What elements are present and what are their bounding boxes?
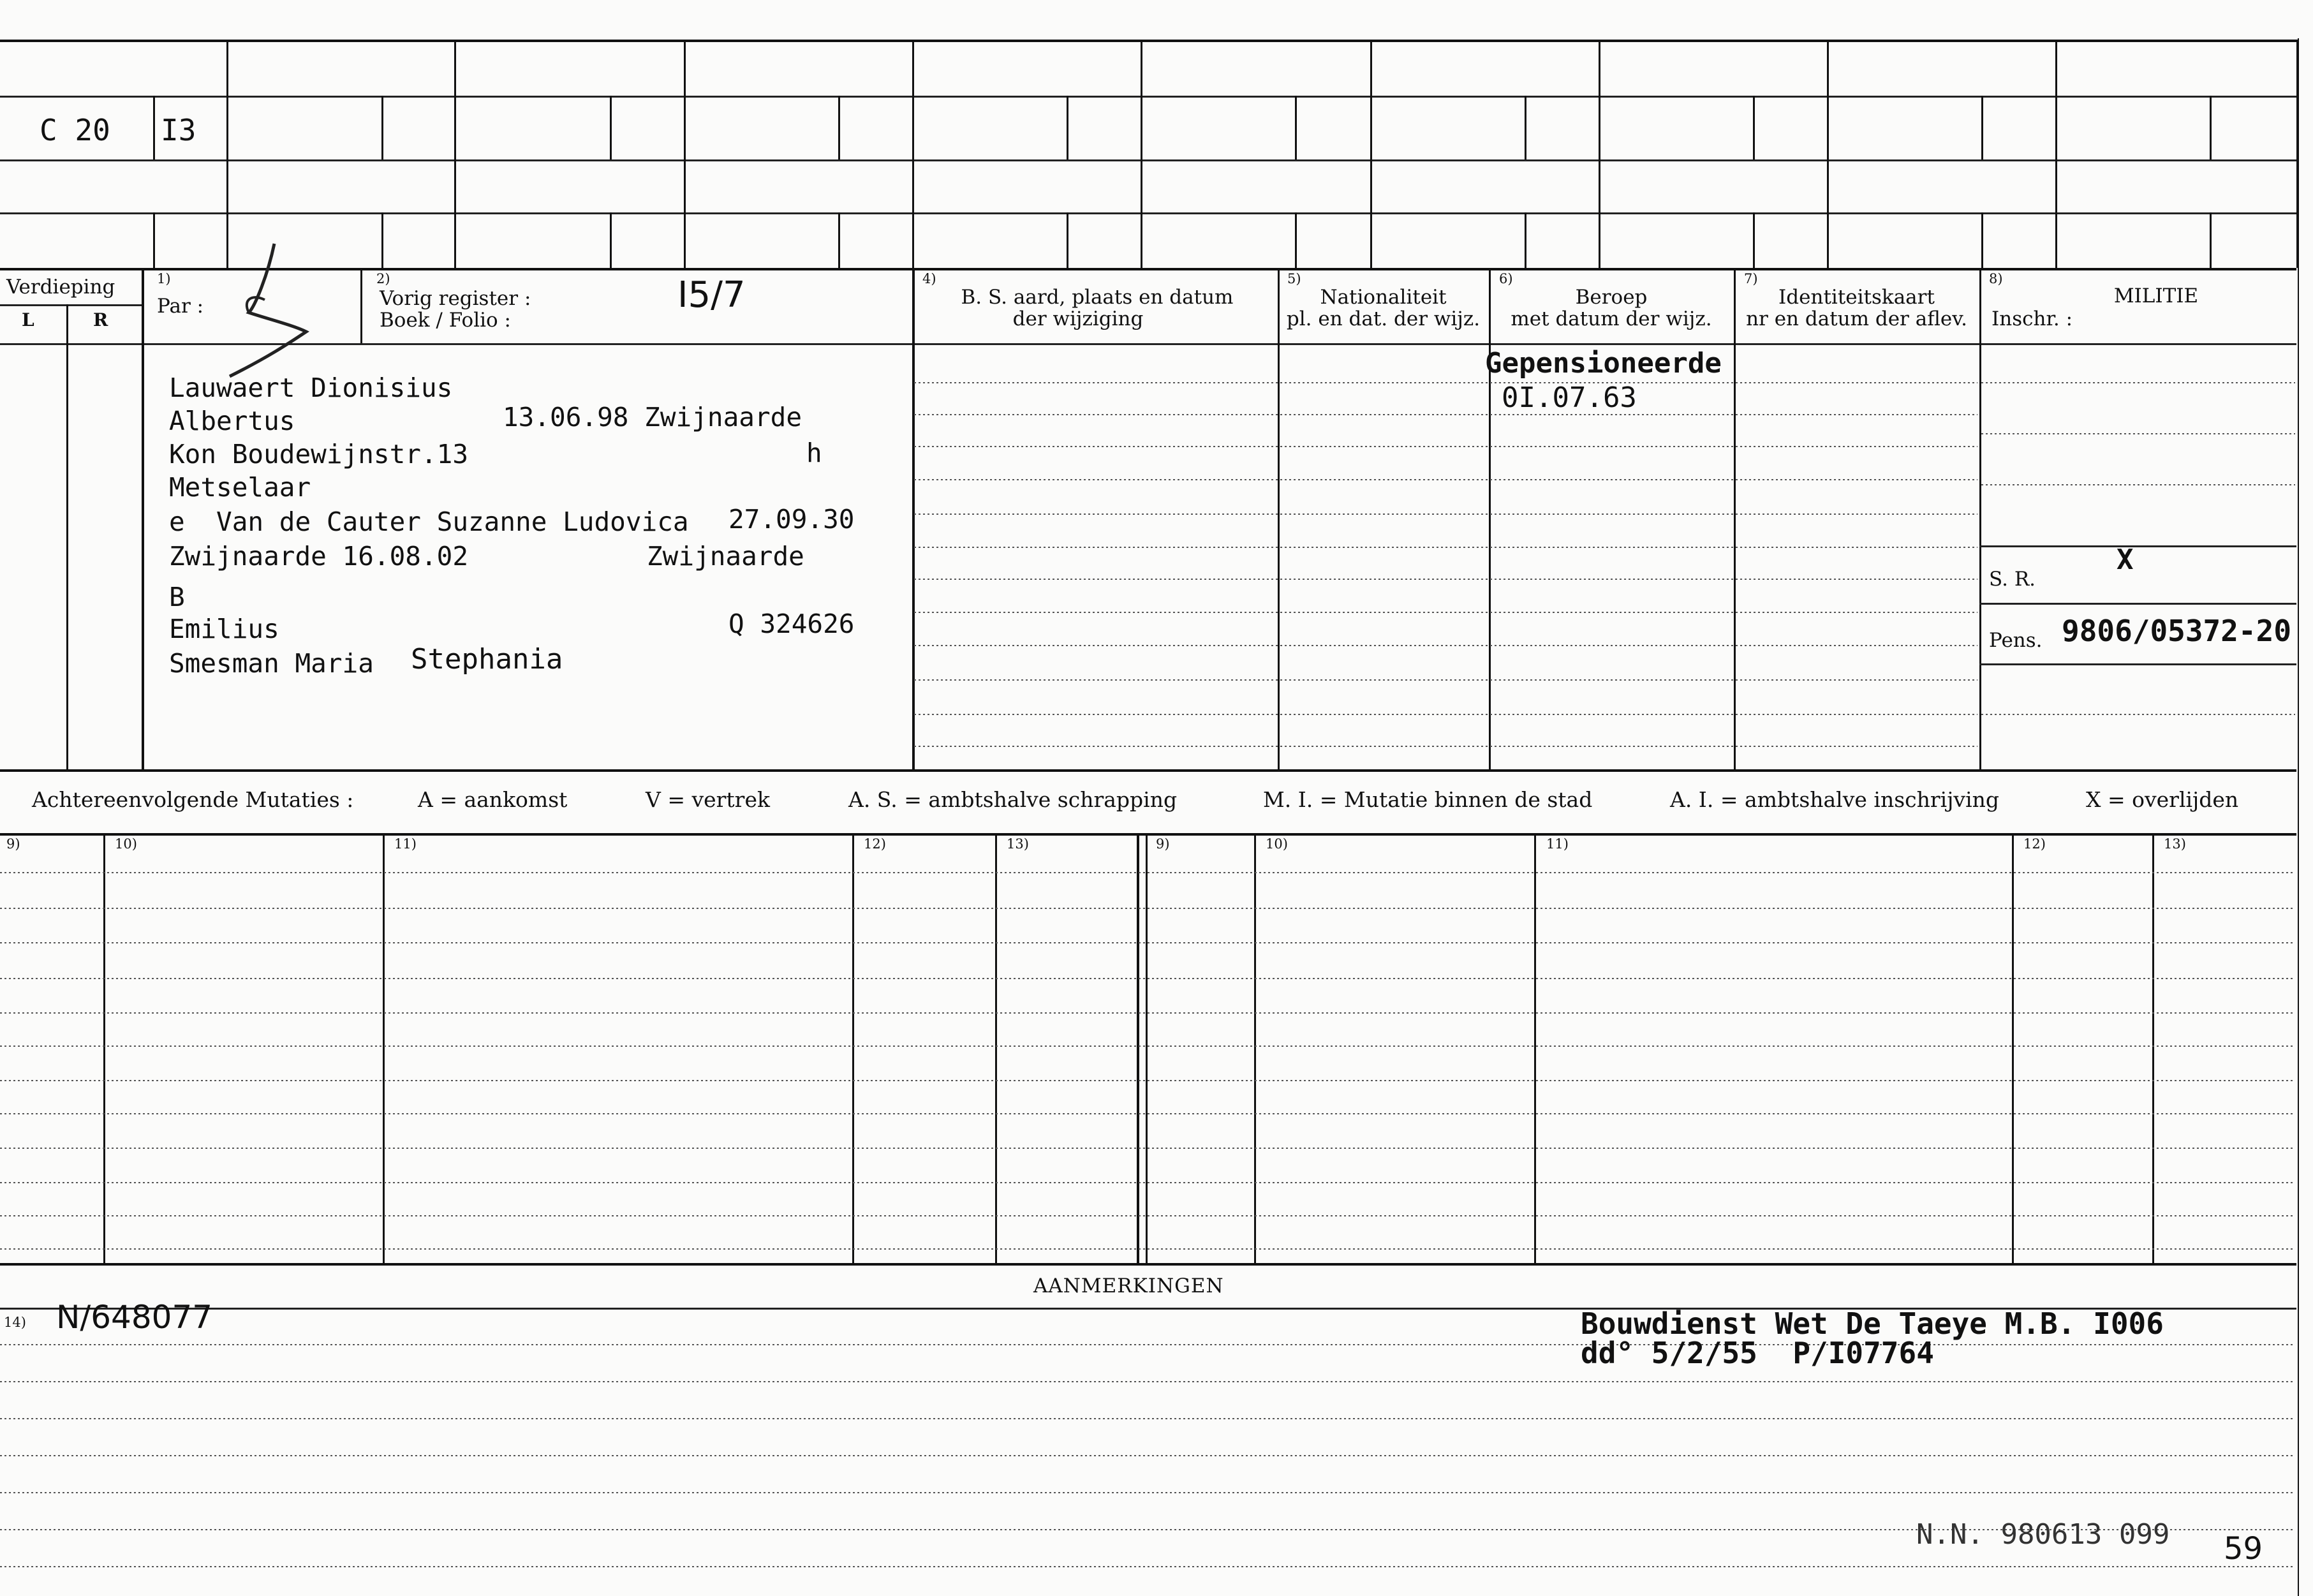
bs-header-line1: B. S. aard, plaats en datum (961, 286, 1234, 309)
prev-label: Vorig register : (380, 287, 531, 310)
mut-col-11-b: 11) (1546, 836, 1569, 852)
person-line-5: e Van de Cauter Suzanne Ludovica (169, 506, 689, 537)
occupation-title: Gepensioneerde (1485, 347, 1722, 380)
legend-title: Achtereenvolgende Mutaties : (32, 787, 354, 812)
remarks-num: 14) (4, 1315, 26, 1330)
bs-num: 4) (922, 271, 936, 286)
prev-num: 2) (376, 271, 390, 286)
mut-col-11-a: 11) (394, 836, 417, 852)
floor-left: L (22, 309, 34, 330)
reference-code-b: I3 (161, 113, 196, 147)
mut-col-10-b: 10) (1266, 836, 1288, 852)
nat-header-line1: Nationaliteit (1320, 286, 1447, 309)
person-line-4: Metselaar (169, 472, 311, 503)
book-label: Boek / Folio : (380, 309, 511, 332)
mut-col-13-a: 13) (1007, 836, 1029, 852)
occupation-date: 0I.07.63 (1502, 381, 1637, 414)
mut-col-13-b: 13) (2164, 836, 2186, 852)
legend-item-internal-move: M. I. = Mutatie binnen de stad (1263, 787, 1593, 812)
id-header-line1: Identiteitskaart (1778, 286, 1935, 309)
reference-code-a: C 20 (40, 113, 110, 147)
legend-item-registration: A. I. = ambtshalve inschrijving (1670, 787, 2000, 812)
par-label: Par : (157, 295, 204, 318)
mother-extra-name: Stephania (411, 643, 563, 676)
mut-col-12-b: 12) (2023, 836, 2046, 852)
floor-title: Verdieping (6, 276, 115, 299)
remarks-value: N/648077 (56, 1299, 213, 1336)
nat-header-line2: pl. en dat. der wijz. (1286, 307, 1481, 330)
remarks-line2: dd° 5/2/55 P/I07764 (1581, 1336, 1934, 1370)
id-num: 7) (1744, 271, 1758, 286)
sr-label: S. R. (1989, 568, 2036, 591)
q-number: Q 324626 (728, 609, 855, 639)
person-line-2: Albertus (169, 406, 295, 436)
page-number: 59 (2224, 1531, 2263, 1567)
job-header-line2: met datum der wijz. (1511, 307, 1712, 330)
person-line-7: B (169, 582, 185, 612)
bs-header-line2: der wijziging (1012, 307, 1144, 330)
pens-label: Pens. (1989, 629, 2043, 652)
job-num: 6) (1499, 271, 1513, 286)
floor-right: R (93, 309, 108, 330)
sr-value: X (2117, 543, 2134, 576)
mut-col-10-a: 10) (115, 836, 137, 852)
remarks-line1: Bouwdienst Wet De Taeye M.B. I006 (1581, 1306, 2164, 1341)
mut-col-9-a: 9) (6, 836, 20, 852)
national-number: N.N. 980613 099 (1916, 1518, 2170, 1551)
person-line-9: Smesman Maria (169, 648, 374, 679)
par-num: 1) (157, 271, 171, 286)
nat-num: 5) (1287, 271, 1301, 286)
legend-item-departure: V = vertrek (646, 787, 770, 812)
mut-col-12-a: 12) (864, 836, 886, 852)
job-header-line1: Beroep (1575, 286, 1648, 309)
pens-value: 9806/05372-20 (2062, 614, 2292, 648)
spouse-place: Zwijnaarde (647, 541, 804, 572)
mut-col-9-b: 9) (1156, 836, 1170, 852)
person-line-8: Emilius (169, 614, 279, 644)
person-line-3: Kon Boudewijnstr.13 (169, 439, 468, 469)
legend-item-strike-off: A. S. = ambtshalve schrapping (848, 787, 1178, 812)
legend-item-death: X = overlijden (2086, 787, 2239, 812)
mil-title: MILITIE (2113, 284, 2199, 307)
mil-num: 8) (1989, 271, 2003, 286)
prev-register-value: I5/7 (677, 274, 746, 316)
person-mark-h: h (806, 438, 822, 468)
right-edge-line (2298, 38, 2299, 1596)
person-line-6: Zwijnaarde 16.08.02 (169, 541, 468, 572)
mil-inschr-label: Inschr. : (1992, 307, 2073, 330)
id-header-line2: nr en datum der aflev. (1746, 307, 1967, 330)
legend-item-arrival: A = aankomst (418, 787, 568, 812)
remarks-title: AANMERKINGEN (1033, 1275, 1224, 1297)
person-line-1: Lauwaert Dionisius (169, 373, 453, 403)
spouse-date: 27.09.30 (728, 504, 855, 535)
person-birth: 13.06.98 Zwijnaarde (503, 402, 802, 432)
